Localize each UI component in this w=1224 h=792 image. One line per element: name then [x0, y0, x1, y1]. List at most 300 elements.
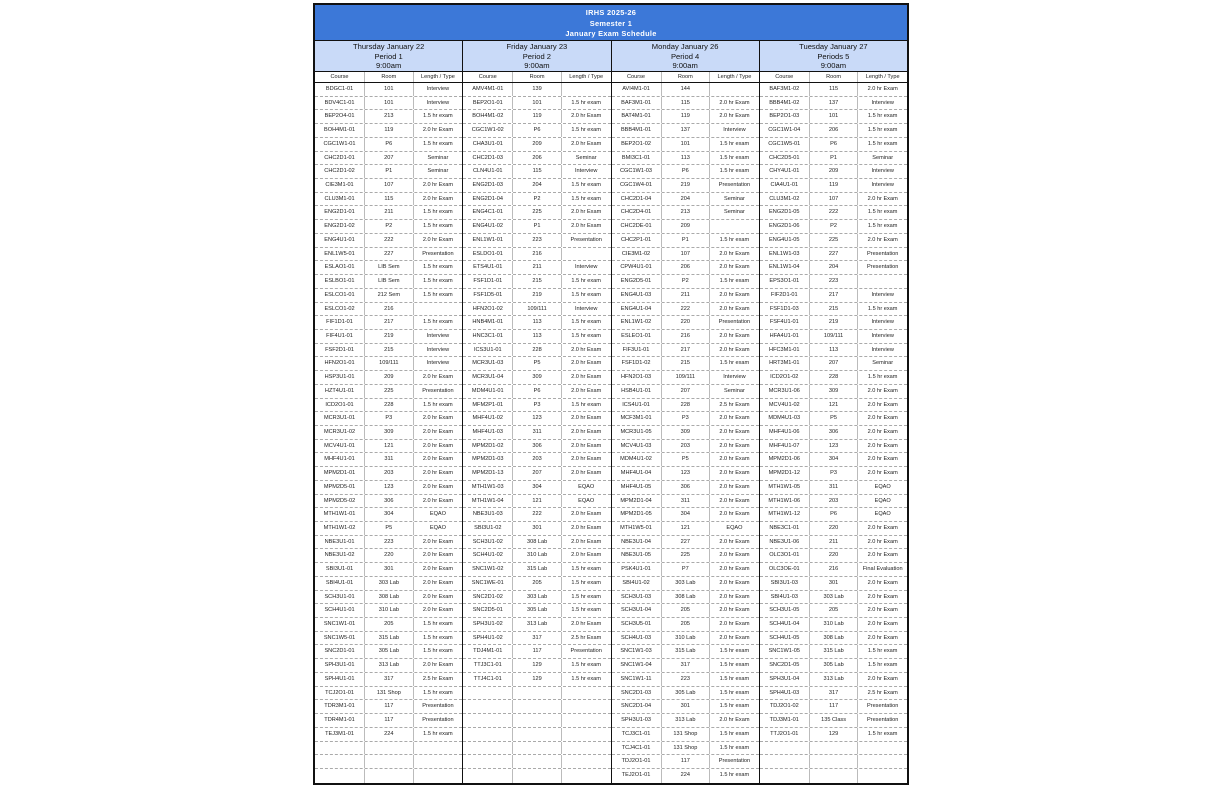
course-cell: ICD2O1-02 — [760, 371, 810, 384]
table-row — [315, 206, 462, 220]
length-type-cell: 2.0 hr Exam — [422, 579, 454, 586]
room-cell: 115 — [365, 193, 414, 206]
length-type-cell — [562, 700, 611, 713]
length-type-cell: Seminar — [575, 154, 597, 161]
course-cell: SNC2D1-01 — [315, 645, 365, 658]
length-type-cell — [562, 687, 611, 700]
table-row — [315, 138, 462, 152]
length-type-cell: 1.5 hr exam — [423, 730, 453, 737]
length-type-cell: 1.5 hr exam — [571, 675, 601, 682]
course-cell: MHF4U1-06 — [760, 426, 810, 439]
table-row — [612, 728, 759, 742]
course-cell: TCJ3C1-01 — [612, 728, 662, 741]
length-type-cell: Presentation — [422, 717, 454, 724]
table-row — [463, 206, 610, 220]
room-cell: 135 Class — [810, 714, 859, 727]
length-type-cell: 1.5 hr exam — [867, 223, 898, 230]
course-cell: ENG4C1-01 — [463, 206, 513, 219]
room-cell: 107 — [365, 179, 414, 192]
length-type-cell: 1.5 hr exam — [867, 127, 898, 134]
length-type-cell: 2.0 hr Exam — [571, 387, 602, 394]
length-type-cell: Presentation — [570, 236, 602, 243]
course-cell — [463, 687, 513, 700]
course-cell: TDJ3M1-01 — [760, 714, 810, 727]
table-row — [760, 426, 907, 440]
table-row — [760, 385, 907, 399]
course-cell: MPM2D1-03 — [463, 453, 513, 466]
length-type-cell: EQAO — [874, 483, 891, 490]
length-type-cell — [414, 742, 463, 755]
table-row — [463, 632, 610, 646]
length-type-cell: 2.0 hr Exam — [422, 415, 454, 422]
table-row — [760, 110, 907, 124]
length-type-cell: 2.0 hr Exam — [422, 566, 454, 573]
table-row — [612, 645, 759, 659]
table-row — [760, 742, 907, 756]
day-header — [463, 41, 610, 72]
course-cell: ENL1W1-02 — [612, 316, 662, 329]
course-cell: MHF4U1-03 — [463, 426, 513, 439]
course-cell: SCH3U1-01 — [315, 591, 365, 604]
room-cell: 121 — [662, 522, 711, 535]
room-cell: 310 Lab — [365, 604, 414, 617]
length-type-cell: 1.5 hr exam — [719, 360, 750, 367]
course-cell: SCH4U1-05 — [760, 632, 810, 645]
table-row — [463, 591, 610, 605]
table-row — [463, 645, 610, 659]
length-type-cell: 2.0 hr Exam — [571, 621, 602, 628]
room-cell: 216 — [365, 303, 414, 316]
course-cell: MTH1W1-05 — [760, 481, 810, 494]
length-type-cell: Final Evaluation — [862, 566, 903, 573]
room-cell: 206 — [662, 261, 711, 274]
room-cell: 313 Lab — [810, 673, 859, 686]
table-row — [760, 687, 907, 701]
length-type-cell: 1.5 hr exam — [719, 648, 750, 655]
table-row — [612, 591, 759, 605]
room-cell: 216 — [513, 248, 562, 261]
room-cell: P3 — [365, 412, 414, 425]
room-cell: 212 Sem — [365, 289, 414, 302]
course-cell: MCV4U1-01 — [315, 440, 365, 453]
table-row — [315, 687, 462, 701]
course-cell: SCH3U1-05 — [760, 604, 810, 617]
course-cell: FSF1D1-03 — [760, 303, 810, 316]
course-cell: SNC1W1-04 — [612, 659, 662, 672]
table-row — [612, 687, 759, 701]
room-cell: 301 — [810, 577, 859, 590]
course-cell: FSF4U1-01 — [760, 316, 810, 329]
table-row — [760, 495, 907, 509]
day-header-day: Thursday January 22 — [352, 42, 425, 51]
length-type-cell: 1.5 hr exam — [423, 634, 453, 641]
table-row — [315, 549, 462, 563]
column-header-room: Room — [662, 72, 711, 82]
room-cell: 121 — [513, 495, 562, 508]
length-type-cell: 1.5 hr exam — [719, 703, 750, 710]
table-row — [463, 344, 610, 358]
room-cell: 311 — [513, 426, 562, 439]
room-cell: 222 — [662, 303, 711, 316]
length-type-cell: 1.5 hr exam — [719, 236, 750, 243]
course-cell: CHC2D4-01 — [612, 206, 662, 219]
room-cell: 123 — [810, 440, 859, 453]
course-cell: MCV4U1-02 — [760, 399, 810, 412]
table-row — [463, 659, 610, 673]
table-row — [760, 138, 907, 152]
room-cell: 113 — [513, 316, 562, 329]
day-columns — [315, 41, 907, 783]
table-row — [612, 632, 759, 646]
course-cell: MPM2D1-02 — [463, 440, 513, 453]
course-cell: ENG2D1-02 — [315, 220, 365, 233]
length-type-cell: 2.0 hr Exam — [719, 717, 750, 724]
course-cell: SPH4U1-01 — [315, 673, 365, 686]
room-cell: 117 — [810, 700, 859, 713]
course-cell: FSF1D5-01 — [463, 289, 513, 302]
room-cell: P5 — [513, 357, 562, 370]
room-cell: 301 — [513, 522, 562, 535]
room-cell — [810, 742, 859, 755]
table-row — [760, 83, 907, 97]
table-row — [760, 714, 907, 728]
course-cell: ENG4U1-01 — [315, 234, 365, 247]
table-row — [315, 481, 462, 495]
table-row — [315, 659, 462, 673]
length-type-cell: EQAO — [429, 525, 447, 531]
table-row — [315, 357, 462, 371]
room-cell: P5 — [365, 522, 414, 535]
room-cell: 119 — [662, 110, 711, 123]
room-cell: 209 — [365, 371, 414, 384]
length-type-cell: 2.0 hr Exam — [867, 401, 898, 408]
length-type-cell: Interview — [871, 346, 894, 353]
table-row — [463, 83, 610, 97]
day-header-day: Tuesday January 27 — [799, 42, 868, 51]
table-row — [760, 124, 907, 138]
room-cell: P6 — [513, 124, 562, 137]
room-cell: 211 — [365, 206, 414, 219]
table-row — [315, 426, 462, 440]
room-cell: P1 — [365, 165, 414, 178]
course-cell: BOH4M1-02 — [463, 110, 513, 123]
room-cell: 216 — [662, 330, 711, 343]
day-header-time: 9:00am — [672, 61, 698, 71]
course-cell: CLU3M1-01 — [315, 193, 365, 206]
course-cell: HSB4U1-01 — [612, 385, 662, 398]
room-cell: 315 Lab — [365, 632, 414, 645]
course-cell: FSF1D1-01 — [463, 275, 513, 288]
table-row — [463, 193, 610, 207]
course-cell — [463, 742, 513, 755]
length-type-cell: Interview — [871, 168, 894, 175]
length-type-cell: 2.0 hr Exam — [571, 538, 602, 545]
room-cell: P2 — [365, 220, 414, 233]
table-row — [612, 604, 759, 618]
table-row — [315, 152, 462, 166]
table-row — [315, 742, 462, 756]
table-row — [760, 673, 907, 687]
table-row — [760, 549, 907, 563]
length-type-cell: 2.0 hr Exam — [571, 428, 602, 435]
course-cell: FIF1D1-01 — [315, 316, 365, 329]
course-cell: NBE3U1-06 — [760, 536, 810, 549]
course-cell: SBI4U1-02 — [612, 577, 662, 590]
length-type-cell: 1.5 hr exam — [867, 662, 898, 669]
course-cell: SNC2D1-05 — [760, 659, 810, 672]
length-type-cell: 1.5 hr exam — [867, 374, 898, 381]
course-cell: ENG2D1-03 — [463, 179, 513, 192]
length-type-cell: 1.5 hr exam — [719, 662, 750, 669]
length-type-cell: 2.5 hr Exam — [571, 634, 602, 641]
room-cell: 223 — [662, 673, 711, 686]
room-cell: 313 Lab — [365, 659, 414, 672]
length-type-cell: 2.0 hr Exam — [719, 250, 750, 257]
table-row — [315, 289, 462, 303]
room-cell: 215 — [662, 357, 711, 370]
column-header-length-type: Length / Type — [421, 74, 455, 80]
course-cell: CHY4U1-01 — [760, 165, 810, 178]
course-cell: CHC2D5-01 — [760, 152, 810, 165]
room-cell: 211 — [662, 289, 711, 302]
room-cell: 225 — [365, 385, 414, 398]
course-cell: SCH4U1-02 — [463, 549, 513, 562]
length-type-cell: Interview — [426, 99, 450, 106]
room-cell: 304 — [662, 508, 711, 521]
room-cell: P7 — [662, 563, 711, 576]
table-row — [612, 536, 759, 550]
table-row — [463, 508, 610, 522]
table-row — [612, 659, 759, 673]
length-type-cell: 2.0 hr Exam — [867, 525, 898, 531]
room-cell: 227 — [810, 248, 859, 261]
length-type-cell: 2.0 hr Exam — [422, 593, 454, 600]
table-row — [315, 495, 462, 509]
room-cell: 225 — [810, 234, 859, 247]
room-cell: 228 — [365, 399, 414, 412]
table-row — [760, 700, 907, 714]
table-row — [463, 220, 610, 234]
table-row — [612, 467, 759, 481]
course-cell: AVI4M1-01 — [612, 83, 662, 96]
room-cell: 315 Lab — [662, 645, 711, 658]
room-cell: 117 — [365, 700, 414, 713]
length-type-cell: 1.5 hr exam — [867, 209, 898, 216]
course-cell: NBE3U1-04 — [612, 536, 662, 549]
table-row — [463, 303, 610, 317]
course-cell: ENG2D1-05 — [760, 206, 810, 219]
course-cell: MCV4U1-03 — [612, 440, 662, 453]
table-row — [612, 426, 759, 440]
day-column — [315, 41, 463, 783]
room-cell: 227 — [662, 536, 711, 549]
table-row — [612, 522, 759, 536]
course-cell: ESLEO1-01 — [612, 330, 662, 343]
schedule-name-title: January Exam Schedule — [565, 29, 657, 39]
length-type-cell — [562, 769, 611, 783]
length-type-cell: 1.5 hr exam — [423, 621, 453, 628]
room-cell: 304 — [513, 481, 562, 494]
length-type-cell: 2.0 hr Exam — [571, 374, 602, 381]
table-row — [315, 179, 462, 193]
column-header-row — [760, 72, 907, 83]
length-type-cell: 2.0 hr Exam — [719, 442, 750, 449]
length-type-cell: 2.0 hr Exam — [571, 415, 602, 422]
table-row — [315, 385, 462, 399]
course-cell: HSP3U1-01 — [315, 371, 365, 384]
day-header — [760, 41, 907, 72]
table-row — [612, 124, 759, 138]
table-row — [612, 289, 759, 303]
table-row — [612, 371, 759, 385]
table-row — [612, 220, 759, 234]
length-type-cell: 2.0 hr Exam — [571, 209, 602, 216]
length-type-cell: Presentation — [422, 250, 454, 257]
room-cell: 113 — [513, 330, 562, 343]
course-cell: CGC1W5-01 — [760, 138, 810, 151]
room-cell: 121 — [365, 440, 414, 453]
course-cell: SNC1W1-03 — [612, 645, 662, 658]
course-cell: CHA3U1-01 — [463, 138, 513, 151]
length-type-cell: 1.5 hr exam — [423, 113, 453, 120]
length-type-cell: 2.0 hr Exam — [719, 579, 750, 586]
table-row — [760, 591, 907, 605]
table-row — [463, 687, 610, 701]
table-row — [463, 152, 610, 166]
course-cell: ENL1W1-04 — [760, 261, 810, 274]
day-header-period: Period 1 — [374, 51, 403, 61]
room-cell: 101 — [365, 83, 414, 96]
course-cell: SCH3U1-04 — [612, 604, 662, 617]
course-cell: SNC1WE-01 — [463, 577, 513, 590]
length-type-cell — [858, 742, 907, 755]
length-type-cell: 1.5 hr exam — [719, 154, 750, 161]
table-row — [612, 495, 759, 509]
course-cell: BDGC1-01 — [315, 83, 365, 96]
room-cell: 129 — [810, 728, 859, 741]
course-cell: SNC1W1-11 — [612, 673, 662, 686]
course-cell: SCH3U1-02 — [463, 536, 513, 549]
course-cell: NBE3U1-03 — [463, 508, 513, 521]
length-type-cell: 2.5 hr Exam — [422, 675, 454, 682]
column-header-length-type: Length / Type — [865, 74, 900, 80]
length-type-cell: Interview — [574, 264, 598, 271]
course-cell: ENG4U1-05 — [760, 234, 810, 247]
length-type-cell: 1.5 hr exam — [423, 223, 453, 230]
length-type-cell: 1.5 hr exam — [571, 278, 601, 285]
length-type-cell: Seminar — [724, 195, 745, 202]
course-cell: HNC3C1-01 — [463, 330, 513, 343]
room-cell: 144 — [662, 83, 711, 96]
course-cell: CGC1W1-02 — [463, 124, 513, 137]
room-cell: 301 — [365, 563, 414, 576]
length-type-cell — [858, 275, 907, 288]
room-cell: 219 — [365, 330, 414, 343]
course-cell: ENG2D1-01 — [315, 206, 365, 219]
room-cell: 223 — [810, 275, 859, 288]
length-type-cell: 1.5 hr exam — [867, 730, 898, 737]
length-type-cell: 2.0 hr Exam — [422, 442, 454, 449]
room-cell: 219 — [662, 179, 711, 192]
length-type-cell: 2.0 hr Exam — [422, 497, 454, 504]
course-cell: MHF4U1-04 — [612, 467, 662, 480]
course-cell — [315, 755, 365, 768]
room-cell: 206 — [810, 124, 859, 137]
table-row — [612, 742, 759, 756]
table-row — [760, 152, 907, 166]
course-cell: ENG2D1-04 — [463, 193, 513, 206]
table-row — [315, 344, 462, 358]
length-type-cell: 1.5 hr exam — [423, 291, 453, 298]
room-cell: 101 — [662, 138, 711, 151]
length-type-cell: Seminar — [724, 387, 745, 394]
table-row — [612, 618, 759, 632]
course-cell — [760, 742, 810, 755]
course-cell: BEP2O4-01 — [315, 110, 365, 123]
length-type-cell: 2.0 hr Exam — [867, 675, 898, 682]
room-cell: 131 Shop — [662, 742, 711, 755]
room-cell: 117 — [365, 714, 414, 727]
table-row — [612, 563, 759, 577]
length-type-cell: 2.0 hr Exam — [867, 470, 898, 477]
table-row — [315, 618, 462, 632]
course-cell: MCR3U1-06 — [760, 385, 810, 398]
table-row — [760, 536, 907, 550]
table-row — [315, 714, 462, 728]
table-row — [760, 728, 907, 742]
table-row — [315, 371, 462, 385]
length-type-cell: 2.0 hr Exam — [719, 497, 750, 504]
course-cell: TCJ2O1-01 — [315, 687, 365, 700]
course-cell: CHC2D1-01 — [315, 152, 365, 165]
length-type-cell: 2.0 hr Exam — [867, 607, 898, 614]
table-row — [463, 124, 610, 138]
table-row — [612, 165, 759, 179]
room-cell: 311 — [662, 495, 711, 508]
length-type-cell: 1.5 hr exam — [423, 319, 453, 326]
course-cell: TEJ2O1-01 — [612, 769, 662, 783]
length-type-cell: Seminar — [724, 209, 745, 216]
length-type-cell: 1.5 hr exam — [719, 278, 750, 285]
room-cell — [810, 755, 859, 768]
length-type-cell: 2.0 hr Exam — [719, 511, 750, 518]
room-cell: P3 — [513, 399, 562, 412]
length-type-cell: Interview — [871, 319, 894, 326]
course-cell: SCH3U5-01 — [612, 618, 662, 631]
table-row — [463, 261, 610, 275]
table-row — [463, 399, 610, 413]
day-header-day: Friday January 23 — [506, 42, 568, 51]
course-cell: NBE3C1-01 — [760, 522, 810, 535]
table-row — [463, 453, 610, 467]
table-row — [463, 357, 610, 371]
course-cell: TTJ2O1-01 — [760, 728, 810, 741]
room-cell: 228 — [810, 371, 859, 384]
room-cell: 308 Lab — [810, 632, 859, 645]
day-header-period: Period 2 — [522, 51, 552, 61]
table-row — [760, 165, 907, 179]
table-row — [315, 755, 462, 769]
length-type-cell: 1.5 hr exam — [423, 689, 453, 696]
length-type-cell: 1.5 hr exam — [719, 675, 750, 682]
table-row — [612, 234, 759, 248]
table-row — [612, 714, 759, 728]
course-cell: ENL1W5-01 — [315, 248, 365, 261]
length-type-cell: 1.5 hr exam — [719, 771, 750, 778]
room-cell: 137 — [662, 124, 711, 137]
table-row — [612, 755, 759, 769]
length-type-cell: EQAO — [726, 525, 743, 531]
